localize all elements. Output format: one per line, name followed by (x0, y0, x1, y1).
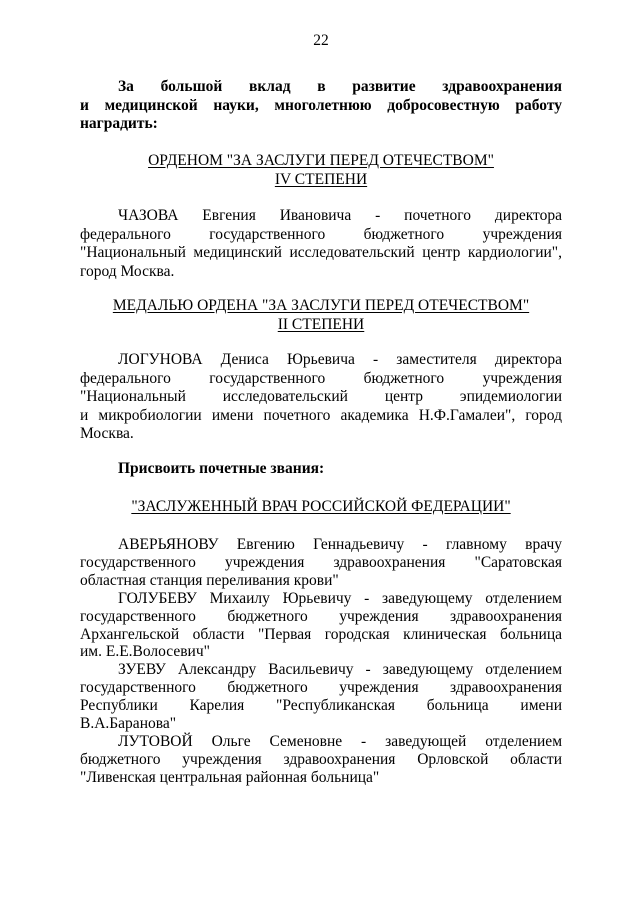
recipient-entry-zuev (80, 661, 562, 733)
intro-line: За большой вклад в развитие здравоохранения (118, 78, 562, 95)
text-line: город Москва. (80, 262, 175, 280)
award-recipient-logunov (80, 351, 562, 444)
intro-paragraph (80, 78, 562, 134)
intro-line: наградить: (80, 115, 158, 133)
text-line: и микробиологии имени почетного академика Н.Ф.Гамалеи", город (80, 406, 562, 424)
text-line: федерального государственного бюджетного учреждения (80, 225, 562, 243)
award-heading-line: IV СТЕПЕНИ (274, 170, 368, 188)
text-line: государственного учреждения здравоохранения "Саратовская (80, 553, 562, 571)
award-heading-medal (80, 297, 562, 334)
text-line: ЛУТОВОЙ Ольге Семеновне - заведующей отделением (118, 732, 562, 750)
award-heading-line: МЕДАЛЬЮ ОРДЕНА "ЗА ЗАСЛУГИ ПЕРЕД ОТЕЧЕСТВОМ" (112, 297, 530, 314)
award-heading-line: ОРДЕНОМ "ЗА ЗАСЛУГИ ПЕРЕД ОТЕЧЕСТВОМ" (148, 152, 494, 169)
recipient-entry-averyanov (80, 536, 562, 590)
honorary-recipients (80, 536, 562, 787)
text-line: Москва. (80, 425, 134, 443)
text-line: бюджетного учреждения здравоохранения Орловской области (80, 750, 562, 768)
text-line: "Национальный медицинский исследовательский центр кардиологии", (80, 244, 562, 262)
text-line: Республики Карелия "Республиканская больница имени (80, 697, 562, 715)
text-line: В.А.Баранова" (80, 715, 177, 733)
honorary-titles-label: Присвоить почетные звания: (118, 460, 325, 477)
text-line: ЗУЕВУ Александру Васильевичу - заведующему отделением (118, 661, 562, 679)
award-heading-order (80, 152, 562, 189)
text-line: Архангельской области "Первая городская клиническая больница (80, 625, 562, 643)
text-line: областная станция переливания крови" (80, 571, 339, 589)
text-line: государственного бюджетного учреждения здравоохранения (80, 607, 562, 625)
text-line: "Ливенская центральная районная больница" (80, 768, 380, 786)
text-line: ЛОГУНОВА Дениса Юрьевича - заместителя директора (118, 351, 562, 368)
honorary-title-heading (80, 498, 562, 517)
text-line: "Национальный исследовательский центр эпидемиологии (80, 388, 562, 406)
text-line: АВЕРЬЯНОВУ Евгению Геннадьевичу - главному врачу (118, 536, 562, 553)
intro-line: и медицинской науки, многолетнюю добросовестную работу (80, 96, 562, 114)
text-line: федерального государственного бюджетного учреждения (80, 369, 562, 387)
text-line: ЧАЗОВА Евгения Ивановича - почетного директора (118, 207, 562, 224)
award-heading-line: II СТЕПЕНИ (277, 315, 365, 333)
recipient-entry-lutova (80, 733, 562, 787)
page-number: 22 (313, 32, 329, 49)
text-line: государственного бюджетного учреждения здравоохранения (80, 679, 562, 697)
text-line: ГОЛУБЕВУ Михаилу Юрьевичу - заведующему отделением (118, 589, 562, 607)
recipient-entry-golubev (80, 590, 562, 662)
honorary-title-heading-text: "ЗАСЛУЖЕННЫЙ ВРАЧ РОССИЙСКОЙ ФЕДЕРАЦИИ" (131, 498, 511, 515)
text-line: им. Е.Е.Волосевич" (80, 643, 210, 661)
award-recipient-chazov (80, 207, 562, 281)
